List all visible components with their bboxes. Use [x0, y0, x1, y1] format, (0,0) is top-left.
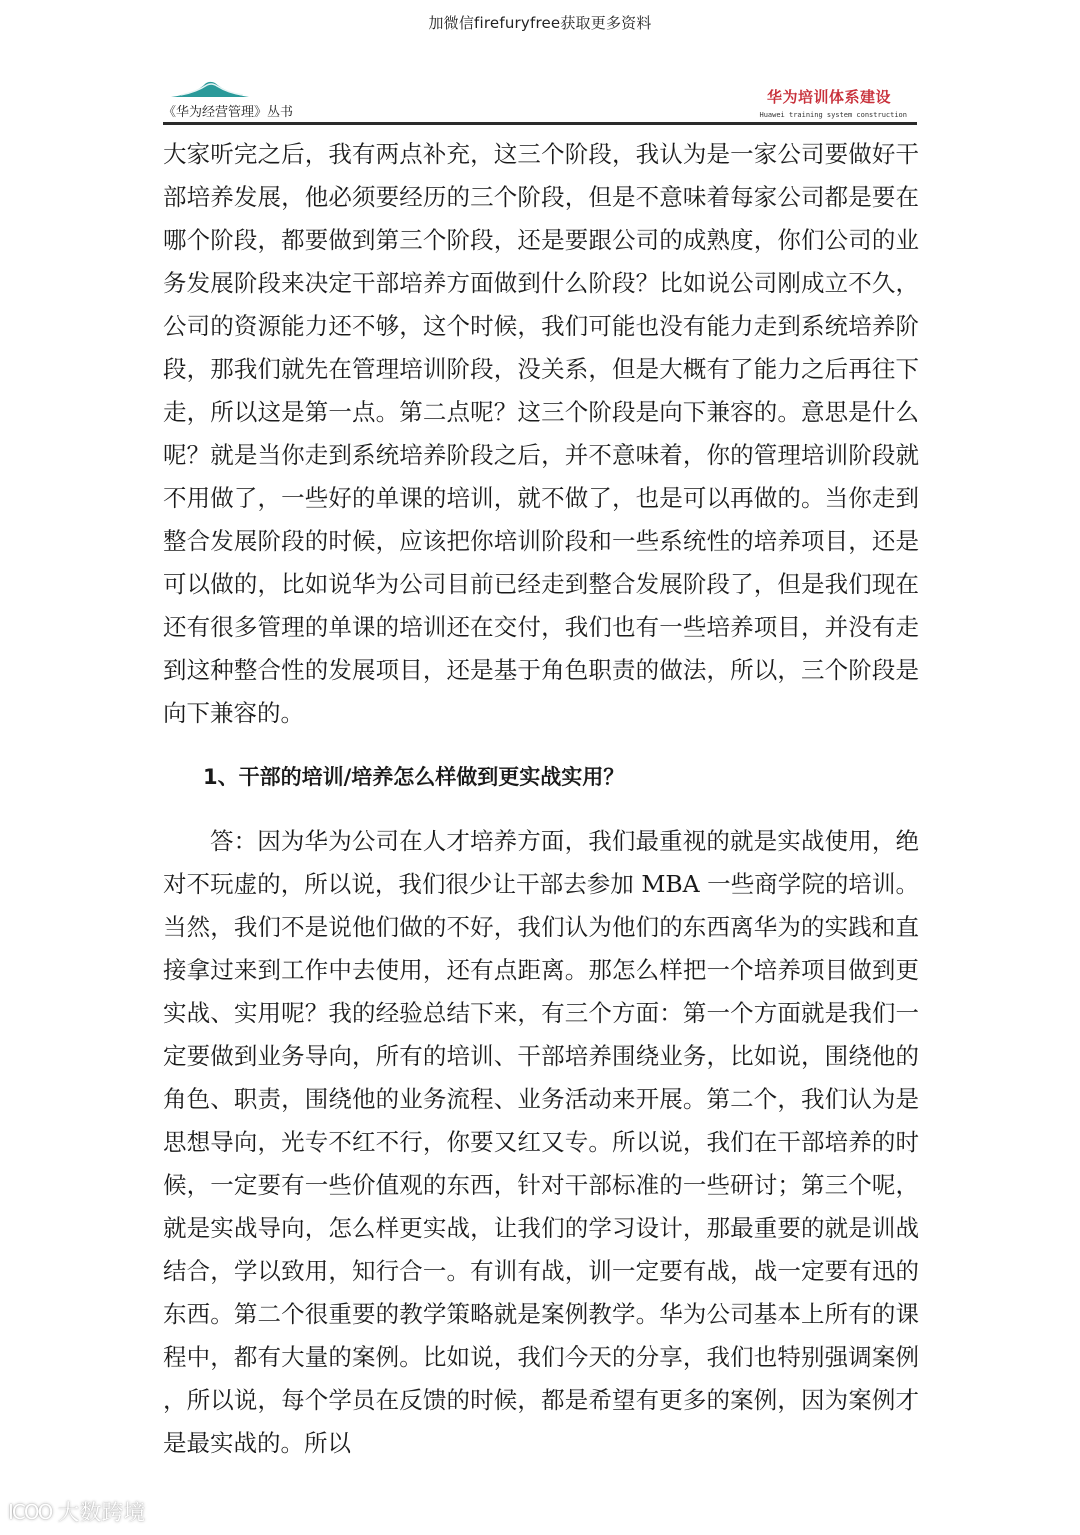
series-title: 《华为经营管理》丛书 [163, 105, 294, 120]
mountain-logo-icon [171, 80, 249, 98]
paragraph: 大家听完之后，我有两点补充，这三个阶段，我认为是一家公司要做好干部培养发展，他必须要经历的三个阶段，但是不意味着每家公司都是要在哪个阶段，都要做到第三个阶段，还是要跟公司的成熟度，你们公司的业务发展阶段来决定干部培养方面做到什么阶段？比如说公司刚成立不久，公司的资源能力还不够，这个时候，我们可能也没有能力走到系统培养阶段，那我们就先在管理培训阶段，没关系，但是大概有了能力之后再往下走，所以这是第一点。第二点呢？这三个阶段是向下兼容的。意思是什么呢？就是当你走到系统培养阶段之后，并不意味着，你的管理培训阶段就不用做了，一些好的单课的培训，就不做了，也是可以再做的。当你走到整合发展阶段的时候，应该把你培训阶段和一些系统性的培养项目，还是可以做的，比如说华为公司目前已经走到整合发展阶段了，但是我们现在还有很多管理的单课的培训还在交付，我们也有一些培养项目，并没有走到这种整合性的发展项目，还是基于角色职责的做法，所以，三个阶段是向下兼容的。 [163, 140, 919, 727]
spacer [163, 735, 919, 756]
watermark-label: 大数跨境 [57, 1501, 146, 1526]
document-body [163, 133, 919, 1465]
page-header [163, 76, 917, 124]
paragraph: 答：因为华为公司在人才培养方面，我们最重视的就是实战使用，绝对不玩虚的，所以说，我们很少让干部去参加 MBA 一些商学院的培训。当然，我们不是说他们做的不好，我们认为他们的东西离华为的实践和直接拿过来到工作中去使用，还有点距离。那怎么样把一个培养项目做到更实战、实用呢？我的经验总结下来，有三个方面：第一个方面就是我们一定要做到业务导向，所有的培训、干部培养围绕业务，比如说，围绕他的角色、职责，围绕他的业务流程、业务活动来开展。第二个，我们认为是思想导向，光专不红不行，你要又红又专。所以说，我们在干部培养的时候，一定要有一些价值观的东西，针对干部标准的一些研讨；第三个呢，就是实战导向，怎么样更实战，让我们的学习设计，那最重要的就是训战结合，学以致用，知行合一。有训有战，训一定要有战，战一定要有迅的东西。第二个很重要的教学策略就是案例教学。华为公司基本上所有的课程中，都有大量的案例。比如说，我们今天的分享，我们也特别强调案例，所以说，每个学员在反馈的时候，都是希望有更多的案例，因为案例才是最实战的。所以 [163, 827, 919, 1457]
watermark [8, 1496, 145, 1527]
watermark-logo-icon: ICOO [8, 1499, 52, 1524]
top-banner-text: 加微信firefuryfree获取更多资料 [428, 14, 652, 32]
section-heading: 1、干部的培训/培养怎么样做到更实战实用？ [203, 765, 625, 789]
spacer [163, 799, 919, 820]
brand-subtitle: Huawei training system construction [759, 111, 907, 119]
header-divider [163, 122, 917, 125]
brand-title: 华为培训体系建设 [766, 88, 891, 106]
